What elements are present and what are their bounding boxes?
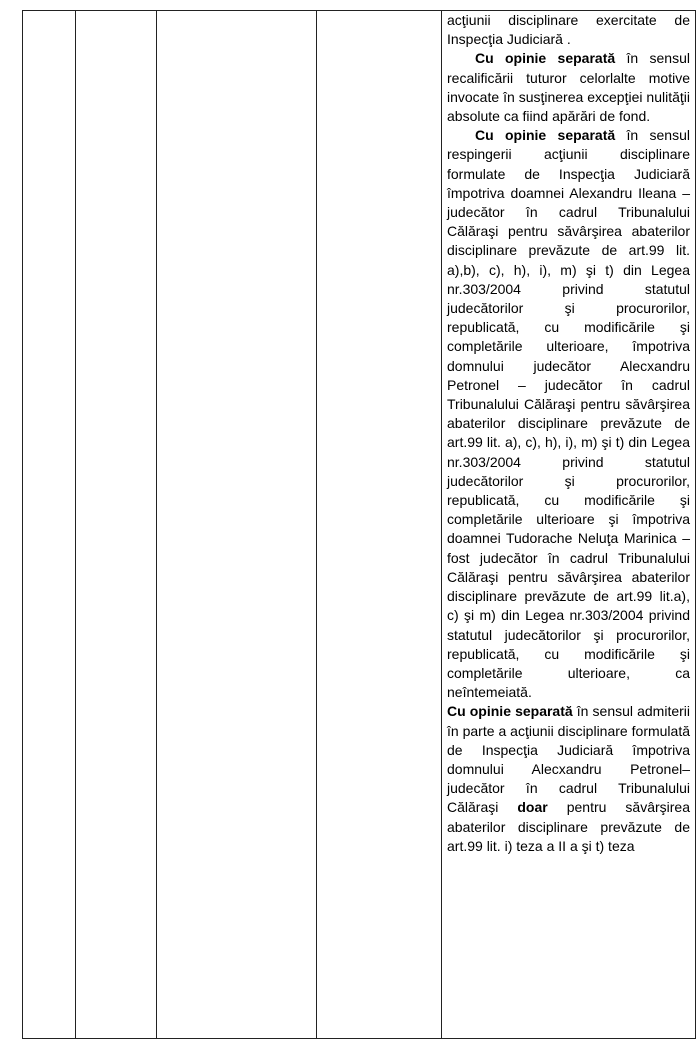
paragraph <box>447 49 690 126</box>
text-run: în sensul respingerii acţiunii disciplinare formulate de Inspecţia Judiciară împotriva doamnei Alexandru Ileana – judecător în cadrul Tribunalului Călăraşi pentru săvârşirea abaterilor disciplinare prevăzute de art.99 lit. a),b), c), h), i), m) şi t) din Legea nr.303/2004 privind statutul judecătorilor şi procurorilor, republicată, cu modificările şi completările ulterioare, împotriva domnului judecător Alecxandru Petronel – judecător în cadrul Tribunalului Călăraşi pentru săvârşirea abaterilor disciplinare prevăzute de art.99 lit. a), c), h), i), m) şi t) din Legea nr.303/2004 privind statutul judecătorilor şi procurorilor, republicată, cu modificările şi completările ulterioare şi împotriva doamnei Tudorache Neluţa Marinica – fost judecător în cadrul Tribunalului Călăraşi pentru săvârşirea abaterilor disciplinare prevăzute de art.99 lit.a), c) şi m) din Legea nr.303/2004 privind statutul judecătorilor şi procurorilor, republicată, cu modificările şi completările ulterioare, ca neîntemeiată. <box>447 127 690 701</box>
table-cell-col3 <box>157 11 317 1039</box>
bold-phrase: doar <box>517 799 548 816</box>
table-row <box>23 11 696 1039</box>
table-cell-col4 <box>317 11 442 1039</box>
table-cell-col1 <box>23 11 76 1039</box>
paragraph <box>447 702 690 856</box>
opinion-text-block <box>442 11 695 856</box>
bold-phrase: Cu opinie separată <box>475 127 616 144</box>
table-cell-col2 <box>76 11 157 1039</box>
text-run: acţiunii disciplinare exercitate de Inspecţia Judiciară . <box>447 12 690 48</box>
document-page <box>22 10 692 1039</box>
decision-table <box>22 10 696 1039</box>
paragraph <box>447 11 690 49</box>
text-run: în sensul admiterii în parte a acţiunii disciplinare formulată de Inspecţia Judiciară împotriva domnului Alecxandru Petronel– judecător în cadrul Tribunalului Călăraşi <box>447 703 690 816</box>
text-run: pentru săvârşirea abaterilor disciplinare prevăzute de art.99 lit. i) teza a II a şi t) teza <box>447 799 690 854</box>
text-run: în sensul recalificării tuturor celorlalte motive invocate în susţinerea excepţiei nulităţii absolute ca fiind apărări de fond. <box>447 50 690 125</box>
table-cell-opinion-text <box>442 11 696 1039</box>
bold-phrase: Cu opinie separată <box>447 703 573 720</box>
paragraph <box>447 126 690 702</box>
bold-phrase: Cu opinie separată <box>475 50 616 67</box>
